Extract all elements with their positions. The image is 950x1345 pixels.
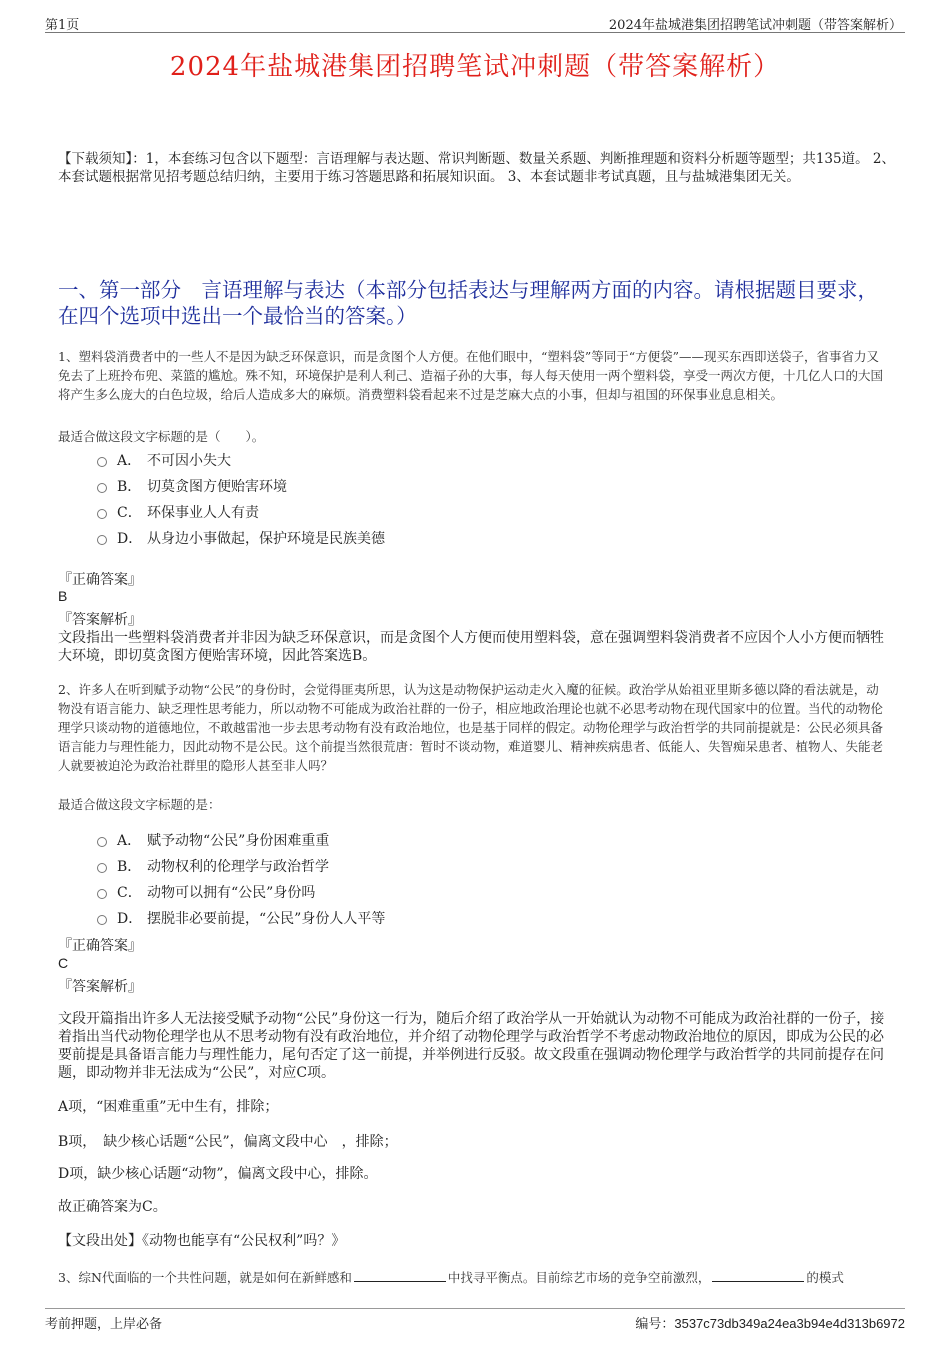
q3-stem bbox=[58, 1268, 844, 1287]
option-text: 摆脱非必要前提，“公民”身份人人平等 bbox=[147, 911, 386, 927]
radio-icon[interactable] bbox=[97, 915, 107, 925]
option-text: 环保事业人人有责 bbox=[147, 505, 259, 521]
q2-analysis: 文段开篇指出许多人无法接受赋予动物“公民”身份这一行为，随后介绍了政治学从一开始就认为动物不可能成为政治社群的一份子，接着指出当代动物伦理学也从不思考动物有没有政治地位，并介绍了动物伦理学与政治哲学不考虑动物政治地位的原因，即成为公民的必要前提是具备语言能力与理性能力，尾句否定了这一前提，并举例进行反驳。故文段重在强调动物伦理学与政治哲学的共同前提存在问题，即动物并非无法成为“公民”，对应C项。 bbox=[58, 1011, 885, 1081]
answer-blank[interactable] bbox=[354, 1270, 446, 1282]
q1-analysis-label: 『答案解析』 bbox=[58, 612, 142, 628]
option-letter: D． bbox=[117, 911, 143, 927]
radio-icon[interactable] bbox=[97, 483, 107, 493]
option-letter: C． bbox=[117, 885, 142, 901]
footer-code bbox=[635, 1313, 905, 1332]
q3-stem-part1: 3、综N代面临的一个共性问题，就是如何在新鲜感和 bbox=[58, 1270, 352, 1285]
option-letter: A． bbox=[117, 453, 142, 469]
q2-prompt: 最适合做这段文字标题的是： bbox=[58, 797, 221, 812]
radio-icon[interactable] bbox=[97, 457, 107, 467]
option-text: 从身边小事做起，保护环境是民族美德 bbox=[147, 531, 385, 547]
section-title: 一、第一部分 言语理解与表达（本部分包括表达与理解两方面的内容。请根据题目要求，在四个选项中选出一个最恰当的答案。） bbox=[58, 278, 878, 328]
download-notice: 【下载须知】：1，本套练习包含以下题型：言语理解与表达题、常识判断题、数量关系题、判断推理题和资料分析题等题型；共135道。 2、本套试题根据常见招考题总结归纳，主要用于练习答题思路和拓展知识面。 3、本套试题非考试真题，且与盐城港集团无关。 bbox=[58, 151, 895, 185]
q2-conclusion: 故正确答案为C。 bbox=[58, 1199, 167, 1215]
q1-option-b[interactable] bbox=[97, 476, 287, 496]
q1-answer: B bbox=[58, 588, 68, 604]
q2-stem: 2、许多人在听到赋予动物“公民”的身份时，会觉得匪夷所思，认为这是动物保护运动走火入魔的征候。政治学从始祖亚里斯多德以降的看法就是，动物没有语言能力、缺乏理性思考能力，所以动物不可能成为政治社群的一份子，相应地政治理论也就不必思考动物在现代国家中的位置。当代的动物伦理学只谈动物的道德地位，不敢越雷池一步去思考动物有没有政治地位，也是基于同样的假定。动物伦理学与政治哲学的共同前提就是：公民必须具备语言能力与理性能力，因此动物不是公民。这个前提当然很荒唐：暂时不谈动物，难道婴儿、精神疾病患者、低能人、失智痴呆患者、植物人、失能老人就要被迫沦为政治社群里的隐形人甚至非人吗？ bbox=[58, 682, 884, 773]
q1-option-c[interactable] bbox=[97, 502, 259, 522]
option-text: 不可因小失大 bbox=[147, 453, 231, 469]
q2-answer: C bbox=[58, 955, 69, 971]
radio-icon[interactable] bbox=[97, 863, 107, 873]
q2-option-c[interactable] bbox=[97, 882, 315, 902]
option-text: 赋予动物“公民”身份困难重重 bbox=[147, 833, 330, 849]
q1-stem: 1、塑料袋消费者中的一些人不是因为缺乏环保意识，而是贪图个人方便。在他们眼中，“塑料袋”等同于“方便袋”——现买东西即送袋子，省事省力又免去了上班拎布兜、菜篮的尴尬。殊不知，环境保护是利人利己、造福子孙的大事，每人每天使用一两个塑料袋，享受一两次方便，十几亿人口的大国将产生多么庞大的白色垃圾，给后人造成多大的麻烦。消费塑料袋看起来不过是芝麻大点的小事，但却与祖国的环保事业息息相关。 bbox=[58, 349, 884, 402]
radio-icon[interactable] bbox=[97, 535, 107, 545]
footer-code-label: 编号： bbox=[635, 1317, 675, 1332]
option-letter: A． bbox=[117, 833, 142, 849]
footer-code-value: 3537c73db349a24ea3b94e4d313b6972 bbox=[674, 1316, 905, 1331]
q1-answer-label: 『正确答案』 bbox=[58, 572, 142, 588]
q2-note-b: B项， 缺少核心话题“公民”，偏离文段中心 ，排除； bbox=[58, 1134, 398, 1150]
option-letter: B． bbox=[117, 859, 142, 875]
q3-stem-part3: 的模式 bbox=[806, 1270, 844, 1285]
q2-option-b[interactable] bbox=[97, 856, 329, 876]
option-text: 切莫贪图方便贻害环境 bbox=[147, 479, 287, 495]
answer-blank[interactable] bbox=[712, 1270, 804, 1282]
page-number: 第1页 bbox=[45, 18, 80, 33]
q2-source: 【文段出处】《动物也能享有“公民权利”吗？》 bbox=[58, 1233, 346, 1249]
option-letter: B． bbox=[117, 479, 142, 495]
q2-option-d[interactable] bbox=[97, 908, 385, 928]
q2-answer-label: 『正确答案』 bbox=[58, 938, 142, 954]
option-text: 动物权利的伦理学与政治哲学 bbox=[147, 859, 329, 875]
option-text: 动物可以拥有“公民”身份吗 bbox=[147, 885, 316, 901]
page-title: 2024年盐城港集团招聘笔试冲刺题（带答案解析） bbox=[169, 52, 781, 82]
q2-note-a: A项，“困难重重”无中生有，排除； bbox=[58, 1099, 279, 1115]
footer-slogan: 考前押题，上岸必备 bbox=[45, 1317, 163, 1332]
q1-option-a[interactable] bbox=[97, 450, 231, 470]
q1-prompt: 最适合做这段文字标题的是（ ）。 bbox=[58, 429, 265, 444]
q1-analysis: 文段指出一些塑料袋消费者并非因为缺乏环保意识，而是贪图个人方便而使用塑料袋，意在强调塑料袋消费者不应因个人小方便而牺牲大环境，即切莫贪图方便贻害环境，因此答案选B。 bbox=[58, 630, 884, 664]
footer-divider bbox=[45, 1308, 905, 1309]
q3-stem-part2: 中找寻平衡点。目前综艺市场的竞争空前激烈， bbox=[447, 1270, 711, 1285]
q2-option-a[interactable] bbox=[97, 830, 329, 850]
option-letter: C． bbox=[117, 505, 142, 521]
radio-icon[interactable] bbox=[97, 889, 107, 899]
radio-icon[interactable] bbox=[97, 509, 107, 519]
q2-analysis-label: 『答案解析』 bbox=[58, 979, 142, 995]
header-doc-title: 2024年盐城港集团招聘笔试冲刺题（带答案解析） bbox=[608, 18, 902, 33]
header-divider bbox=[45, 32, 905, 33]
option-letter: D． bbox=[117, 531, 143, 547]
q1-option-d[interactable] bbox=[97, 528, 385, 548]
q2-note-d: D项，缺少核心话题“动物”，偏离文段中心，排除。 bbox=[58, 1166, 378, 1182]
radio-icon[interactable] bbox=[97, 837, 107, 847]
